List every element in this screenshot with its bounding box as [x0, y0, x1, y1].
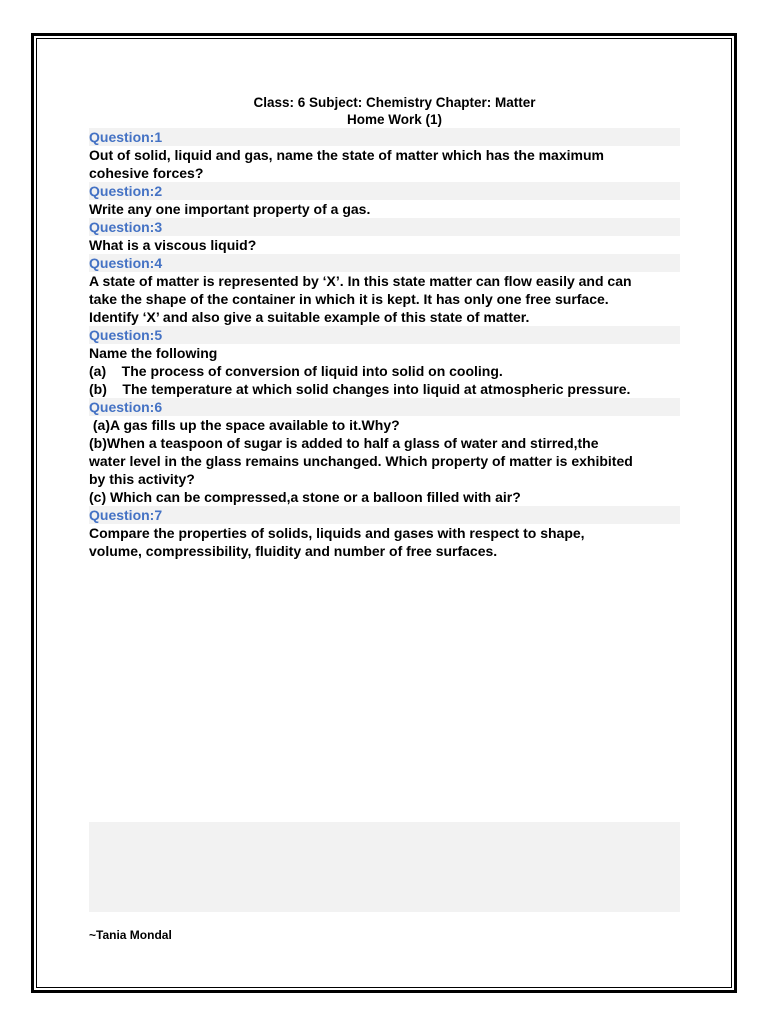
question-label: Question:2 — [89, 182, 680, 200]
question-line: (b)When a teaspoon of sugar is added to half a glass of water and stirred,the — [89, 435, 599, 451]
question-label: Question:5 — [89, 326, 680, 344]
question-5 — [89, 326, 680, 398]
question-line: What is a viscous liquid? — [89, 237, 257, 253]
document-subtitle: Home Work (1) — [346, 112, 442, 127]
question-line: water level in the glass remains unchanged. Which property of matter is exhibited — [89, 453, 633, 469]
question-label: Question:1 — [89, 128, 680, 146]
question-3 — [89, 218, 680, 254]
question-line: volume, compressibility, fluidity and number of free surfaces. — [89, 543, 498, 559]
question-label: Question:7 — [89, 506, 680, 524]
document-title: Class: 6 Subject: Chemistry Chapter: Matter — [253, 95, 536, 110]
author-signature: ~Tania Mondal — [89, 928, 172, 942]
question-label: Question:4 — [89, 254, 680, 272]
question-line: take the shape of the container in which it is kept. It has only one free surface. — [89, 291, 609, 307]
question-2 — [89, 182, 680, 218]
question-line: Identify ‘X’ and also give a suitable example of this state of matter. — [89, 309, 530, 325]
question-line: A state of matter is represented by ‘X’. In this state matter can flow easily and can — [89, 273, 632, 289]
question-line: Name the following — [89, 345, 218, 361]
question-line: (a)A gas fills up the space available to it.Why? — [89, 417, 400, 433]
question-line: cohesive forces? — [89, 165, 204, 181]
question-6 — [89, 398, 680, 506]
question-label: Question:6 — [89, 398, 680, 416]
question-line: (a) The process of conversion of liquid into solid on cooling. — [89, 363, 503, 379]
question-line: (b) The temperature at which solid changes into liquid at atmospheric pressure. — [89, 381, 631, 397]
question-line: (c) Which can be compressed,a stone or a balloon filled with air? — [89, 489, 521, 505]
question-line: Write any one important property of a gas. — [89, 201, 371, 217]
question-line: Compare the properties of solids, liquids and gases with respect to shape, — [89, 525, 585, 541]
question-label: Question:3 — [89, 218, 680, 236]
question-line: Out of solid, liquid and gas, name the state of matter which has the maximum — [89, 147, 604, 163]
question-line: by this activity? — [89, 471, 195, 487]
question-1 — [89, 128, 680, 182]
question-4 — [89, 254, 680, 326]
shaded-footer-box — [89, 822, 680, 912]
question-7 — [89, 506, 680, 560]
homework-content — [89, 94, 680, 560]
